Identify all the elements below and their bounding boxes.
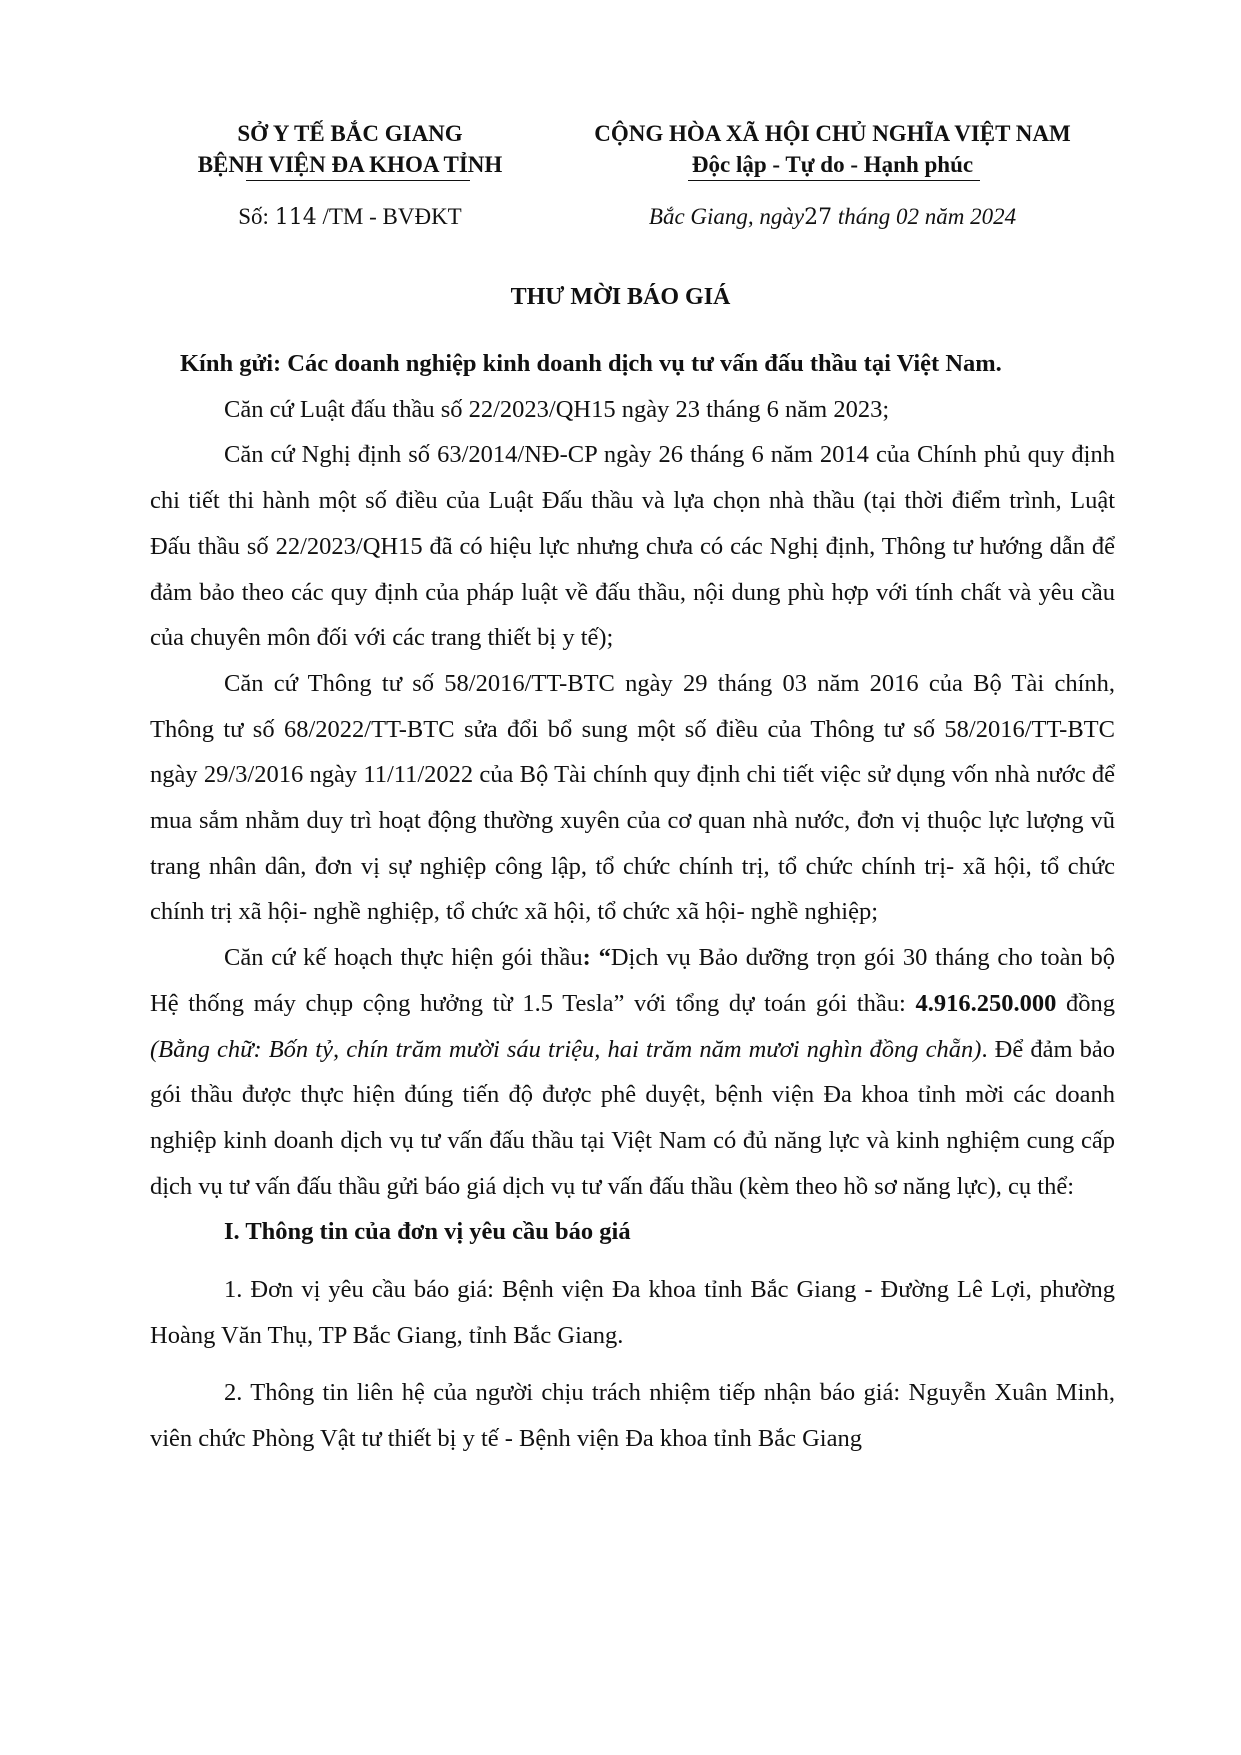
list-item-requesting-unit: 1. Đơn vị yêu cầu báo giá: Bệnh viện Đa khoa tỉnh Bắc Giang - Đường Lê Lợi, phường Hoàng Văn Thụ, TP Bắc Giang, tỉnh Bắc Giang. — [150, 1276, 1115, 1349]
agency-name: BỆNH VIỆN ĐA KHOA TỈNH — [197, 152, 503, 177]
paragraph-package-plan — [150, 935, 1115, 1209]
document-header — [0, 118, 1241, 238]
document-number — [150, 202, 550, 233]
plan-quote-open: “ — [590, 944, 611, 972]
date-day: 27 — [804, 205, 833, 230]
amount-in-words: (Bằng chữ: Bốn tỷ, chín trăm mười sáu triệu, hai trăm năm mươi nghìn đồng chẵn) — [150, 1035, 982, 1063]
currency-unit: đồng — [1056, 989, 1116, 1017]
parent-agency: SỞ Y TẾ BẮC GIANG — [237, 121, 463, 146]
package-name: Dịch vụ Bảo dưỡng trọn gói 30 tháng cho toàn bộ Hệ thống máy chụp cộng hưởng từ 1.5 Tesla” với tổng dự toán gói thầu: — [150, 944, 1116, 1017]
document-body — [150, 341, 1115, 1462]
date-prefix: Bắc Giang, ngày — [648, 204, 805, 229]
plan-details: . Để đảm bảo gói thầu được thực hiện đúng tiến độ được phê duyệt, bệnh viện Đa khoa tỉnh mời các doanh nghiệp kinh doanh dịch vụ tư vấn đấu thầu tại Việt Nam có đủ năng lực và kinh nghiệm cung cấp dịch vụ tư vấn đấu thầu gửi báo giá dịch vụ tư vấn đấu thầu (kèm theo hồ sơ năng lực), cụ thể: — [150, 1035, 1115, 1200]
country-name: CỘNG HÒA XÃ HỘI CHỦ NGHĨA VIỆT NAM — [594, 121, 1071, 146]
motto-underline — [688, 180, 980, 181]
national-motto — [555, 118, 1110, 180]
section-heading-1: I. Thông tin của đơn vị yêu cầu báo giá — [224, 1218, 631, 1246]
date-suffix: tháng 02 năm 2024 — [837, 204, 1017, 229]
paragraph-legal-basis-1: Căn cứ Luật đấu thầu số 22/2023/QH15 ngày 23 tháng 6 năm 2023; — [224, 395, 890, 423]
plan-intro: Căn cứ kế hoạch thực hiện gói thầu — [224, 944, 583, 972]
agency-underline — [246, 180, 470, 181]
paragraph-legal-basis-3: Căn cứ Thông tư số 58/2016/TT-BTC ngày 29 tháng 03 năm 2016 của Bộ Tài chính, Thông tư số 68/2022/TT-BTC sửa đổi bổ sung một số điều của Thông tư số 58/2016/TT-BTC ngày 29/3/2016 ngày 11/11/2022 của Bộ Tài chính quy định chi tiết việc sử dụng vốn nhà nước để mua sắm nhằm duy trì hoạt động thường xuyên của cơ quan nhà nước, đơn vị thuộc lực lượng vũ trang nhân dân, đơn vị sự nghiệp công lập, tổ chức chính trị, tổ chức chính trị- xã hội, tổ chức chính trị xã hội- nghề nghiệp, tổ chức xã hội, tổ chức xã hội- nghề nghiệp; — [150, 669, 1115, 926]
package-amount: 4.916.250.000 — [915, 989, 1057, 1017]
document-title: THƯ MỜI BÁO GIÁ — [510, 284, 731, 310]
issuing-agency — [150, 118, 550, 180]
motto: Độc lập - Tự do - Hạnh phúc — [691, 152, 974, 177]
doc-no-value: 114 — [274, 205, 317, 230]
salutation: Kính gửi: Các doanh nghiệp kinh doanh dịch vụ tư vấn đấu thầu tại Việt Nam. — [180, 350, 1002, 377]
doc-no-prefix: Số: — [238, 204, 269, 229]
document-date — [555, 202, 1110, 233]
paragraph-legal-basis-2: Căn cứ Nghị định số 63/2014/NĐ-CP ngày 26 tháng 6 năm 2014 của Chính phủ quy định chi tiết thi hành một số điều của Luật Đấu thầu và lựa chọn nhà thầu (tại thời điểm trình, Luật Đấu thầu số 22/2023/QH15 đã có hiệu lực nhưng chưa có các Nghị định, Thông tư hướng dẫn để đảm bảo theo các quy định của pháp luật về đấu thầu, nội dung phù hợp với tính chất và yêu cầu của chuyên môn đối với các trang thiết bị y tế); — [150, 441, 1115, 652]
plan-colon: : — [582, 944, 591, 972]
list-item-contact-person: 2. Thông tin liên hệ của người chịu trách nhiệm tiếp nhận báo giá: Nguyễn Xuân Minh, viên chức Phòng Vật tư thiết bị y tế - Bệnh viện Đa khoa tỉnh Bắc Giang — [150, 1379, 1115, 1453]
doc-no-suffix: /TM - BVĐKT — [322, 204, 462, 229]
